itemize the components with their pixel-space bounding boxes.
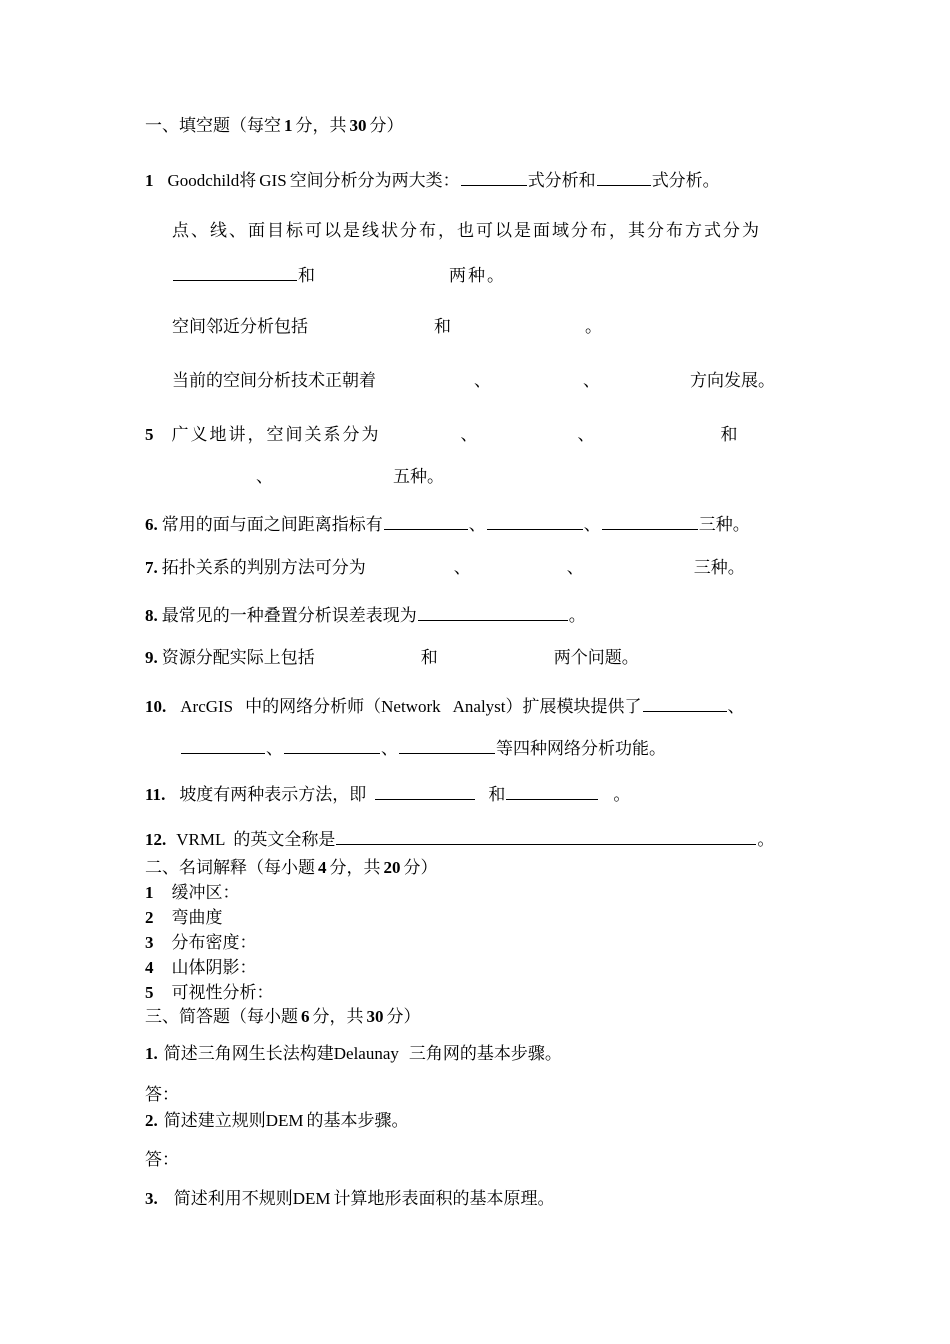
q6-text-c: 、	[583, 515, 601, 534]
s1-text-b: Delaunay	[333, 1044, 399, 1063]
term-text: 山体阴影：	[171, 958, 257, 977]
question-3	[172, 316, 602, 338]
section-1-total: 30	[349, 116, 367, 135]
question-5-line-2	[256, 466, 444, 488]
blank-3[interactable]	[173, 262, 297, 281]
short-answer-1	[145, 1043, 562, 1065]
answer-label: 答：	[145, 1085, 179, 1104]
q8-dot: .	[153, 606, 158, 625]
q12-dot: .	[162, 830, 167, 849]
q6-dot: .	[153, 515, 158, 534]
q6-text-b: 、	[468, 515, 486, 534]
q9-dot: .	[153, 648, 158, 667]
q1-text-b: 将	[239, 171, 257, 190]
q10-text-d: 、	[727, 697, 745, 716]
term-item	[145, 907, 223, 929]
q7-dot: .	[153, 558, 158, 577]
q7-text-a: 拓扑关系的判别方法可分为	[161, 558, 366, 577]
q3-text-a: 空间邻近分析包括	[172, 317, 308, 336]
question-7	[145, 557, 745, 579]
blank-2[interactable]	[597, 167, 651, 186]
question-number: 6	[145, 515, 154, 534]
q10-text-e: 、	[266, 739, 283, 758]
section-2-text2: 分，共	[329, 858, 381, 877]
term-number: 4	[145, 958, 154, 977]
q8-text-b: 。	[568, 606, 586, 625]
question-number: 3.	[145, 1189, 158, 1208]
short-answer-3	[145, 1188, 555, 1210]
blank-6[interactable]	[602, 511, 698, 530]
q12-text-b: 的英文全称是	[233, 830, 336, 849]
term-text: 分布密度：	[171, 933, 257, 952]
term-number: 3	[145, 933, 154, 952]
q9-text-b: 和	[420, 648, 438, 667]
q1-text-f: 式分析。	[651, 171, 720, 190]
s3-text-b: DEM	[292, 1189, 331, 1208]
question-4	[172, 370, 775, 392]
q5-text-b: 、	[460, 425, 478, 444]
q1-text-d: 空间分析分为两大类：	[289, 171, 460, 190]
q5-text-c: 、	[577, 425, 595, 444]
section-3-heading	[145, 1006, 421, 1028]
section-1-text: 一、填空题（每空	[145, 116, 281, 135]
section-3-points: 6	[301, 1007, 310, 1026]
s1-text-c: 三角网的基本步骤。	[408, 1044, 562, 1063]
q11-text-b: 和	[488, 785, 506, 804]
answer-label-2	[145, 1149, 179, 1171]
answer-label: 答：	[145, 1150, 179, 1169]
section-2-text: 二、名词解释（每小题	[145, 858, 315, 877]
question-5-line-1	[145, 424, 738, 446]
q10-text-g: 等四种网络分析功能。	[496, 739, 666, 758]
q11-text-a: 坡度有两种表示方法，即	[179, 785, 367, 804]
q7-text-c: 、	[566, 558, 584, 577]
q1-text-c: GIS	[259, 171, 287, 190]
blank-11[interactable]	[399, 735, 495, 754]
s2-text-c: 的基本步骤。	[306, 1111, 409, 1130]
q3-text-c: 。	[585, 317, 602, 336]
q4-text-c: 、	[583, 371, 600, 390]
q1-text-a: Goodchild	[167, 171, 240, 190]
term-text: 缓冲区：	[171, 883, 240, 902]
blank-7[interactable]	[418, 602, 568, 621]
q12-text-c: 。	[757, 830, 775, 849]
blank-8[interactable]	[643, 693, 727, 712]
section-1-text3: 分）	[369, 116, 404, 135]
q6-text-a: 常用的面与面之间距离指标有	[161, 515, 383, 534]
question-number: 8	[145, 606, 154, 625]
section-1-heading	[145, 115, 404, 137]
s3-text-a: 简述利用不规则	[173, 1189, 293, 1208]
q12-text-a: VRML	[176, 830, 226, 849]
q11-text-c: 。	[613, 785, 631, 804]
question-10-line-2	[180, 735, 666, 760]
q2-text-b: 和	[298, 266, 315, 285]
question-number: 11	[145, 785, 162, 804]
q2-text-c: 两种。	[449, 266, 506, 285]
question-1	[145, 167, 720, 192]
question-number: 5	[145, 425, 154, 444]
section-2-points: 4	[318, 858, 327, 877]
term-number: 1	[145, 883, 154, 902]
blank-13[interactable]	[506, 781, 598, 800]
s2-text-a: 简述建立规则	[163, 1111, 266, 1130]
s1-text-a: 简述三角网生长法构建	[163, 1044, 334, 1063]
q5-text-a: 广义地讲，空间关系分为	[171, 425, 381, 444]
blank-4[interactable]	[384, 511, 468, 530]
q5-text-e: 、	[256, 467, 273, 486]
q7-text-d: 三种。	[693, 558, 745, 577]
q9-text-c: 两个问题。	[553, 648, 639, 667]
q11-dot: .	[161, 785, 166, 804]
blank-12[interactable]	[375, 781, 475, 800]
section-2-heading	[145, 857, 438, 879]
term-item	[145, 932, 257, 954]
question-10-line-1	[145, 693, 745, 718]
q10-text-a: ArcGIS	[180, 697, 234, 716]
q10-text-b: 中的网络分析师（Network	[245, 697, 441, 716]
section-1-text2: 分，共	[295, 116, 347, 135]
s2-text-b: DEM	[265, 1111, 304, 1130]
question-number: 12	[145, 830, 162, 849]
question-2-line-2	[172, 262, 506, 287]
term-number: 2	[145, 908, 154, 927]
s1-dot: .	[153, 1044, 158, 1063]
term-item	[145, 882, 240, 904]
blank-14[interactable]	[336, 826, 756, 845]
short-answer-2	[145, 1110, 409, 1132]
q2-text-a: 点、线、面目标可以是线状分布，也可以是面域分布，其分布方式分为	[172, 221, 761, 240]
question-11	[145, 781, 630, 806]
q4-text-b: 、	[474, 371, 491, 390]
q10-text-f: 、	[381, 739, 398, 758]
s3-text-c: 计算地形表面积的基本原理。	[333, 1189, 555, 1208]
question-6	[145, 511, 750, 536]
section-3-total: 30	[366, 1007, 384, 1026]
q9-text-a: 资源分配实际上包括	[161, 648, 315, 667]
question-number: 7	[145, 558, 154, 577]
term-text: 弯曲度	[171, 908, 223, 927]
question-8	[145, 602, 586, 627]
q7-text-b: 、	[453, 558, 471, 577]
question-number: 10	[145, 697, 162, 716]
q1-text-e: 式分析和	[527, 171, 596, 190]
term-number: 5	[145, 983, 154, 1002]
answer-label-1	[145, 1084, 179, 1106]
q10-dot: .	[162, 697, 167, 716]
blank-10[interactable]	[284, 735, 380, 754]
q5-text-d: 和	[720, 425, 738, 444]
question-12	[145, 826, 774, 851]
section-3-text: 三、简答题（每小题	[145, 1007, 298, 1026]
section-1-points: 1	[284, 116, 293, 135]
q4-text-a: 当前的空间分析技术正朝着	[172, 371, 376, 390]
question-number: 9	[145, 648, 154, 667]
q4-text-d: 方向发展。	[690, 371, 775, 390]
section-3-text3: 分）	[386, 1007, 421, 1026]
question-number: 1	[145, 171, 154, 190]
section-3-text2: 分，共	[312, 1007, 364, 1026]
section-2-total: 20	[383, 858, 401, 877]
q3-text-b: 和	[434, 317, 451, 336]
q8-text-a: 最常见的一种叠置分析误差表现为	[161, 606, 417, 625]
blank-9[interactable]	[181, 735, 265, 754]
term-item	[145, 982, 274, 1004]
blank-1[interactable]	[461, 167, 527, 186]
blank-5[interactable]	[487, 511, 583, 530]
term-text: 可视性分析：	[171, 983, 274, 1002]
question-number: 1	[145, 1044, 154, 1063]
question-2-line-1	[172, 220, 761, 242]
question-9	[145, 647, 639, 669]
q10-text-c: Analyst）扩展模块提供了	[452, 697, 642, 716]
term-item	[145, 957, 257, 979]
section-2-text3: 分）	[403, 858, 438, 877]
q5-text-f: 五种。	[393, 467, 444, 486]
question-number: 2.	[145, 1111, 158, 1130]
q6-text-d: 三种。	[698, 515, 750, 534]
